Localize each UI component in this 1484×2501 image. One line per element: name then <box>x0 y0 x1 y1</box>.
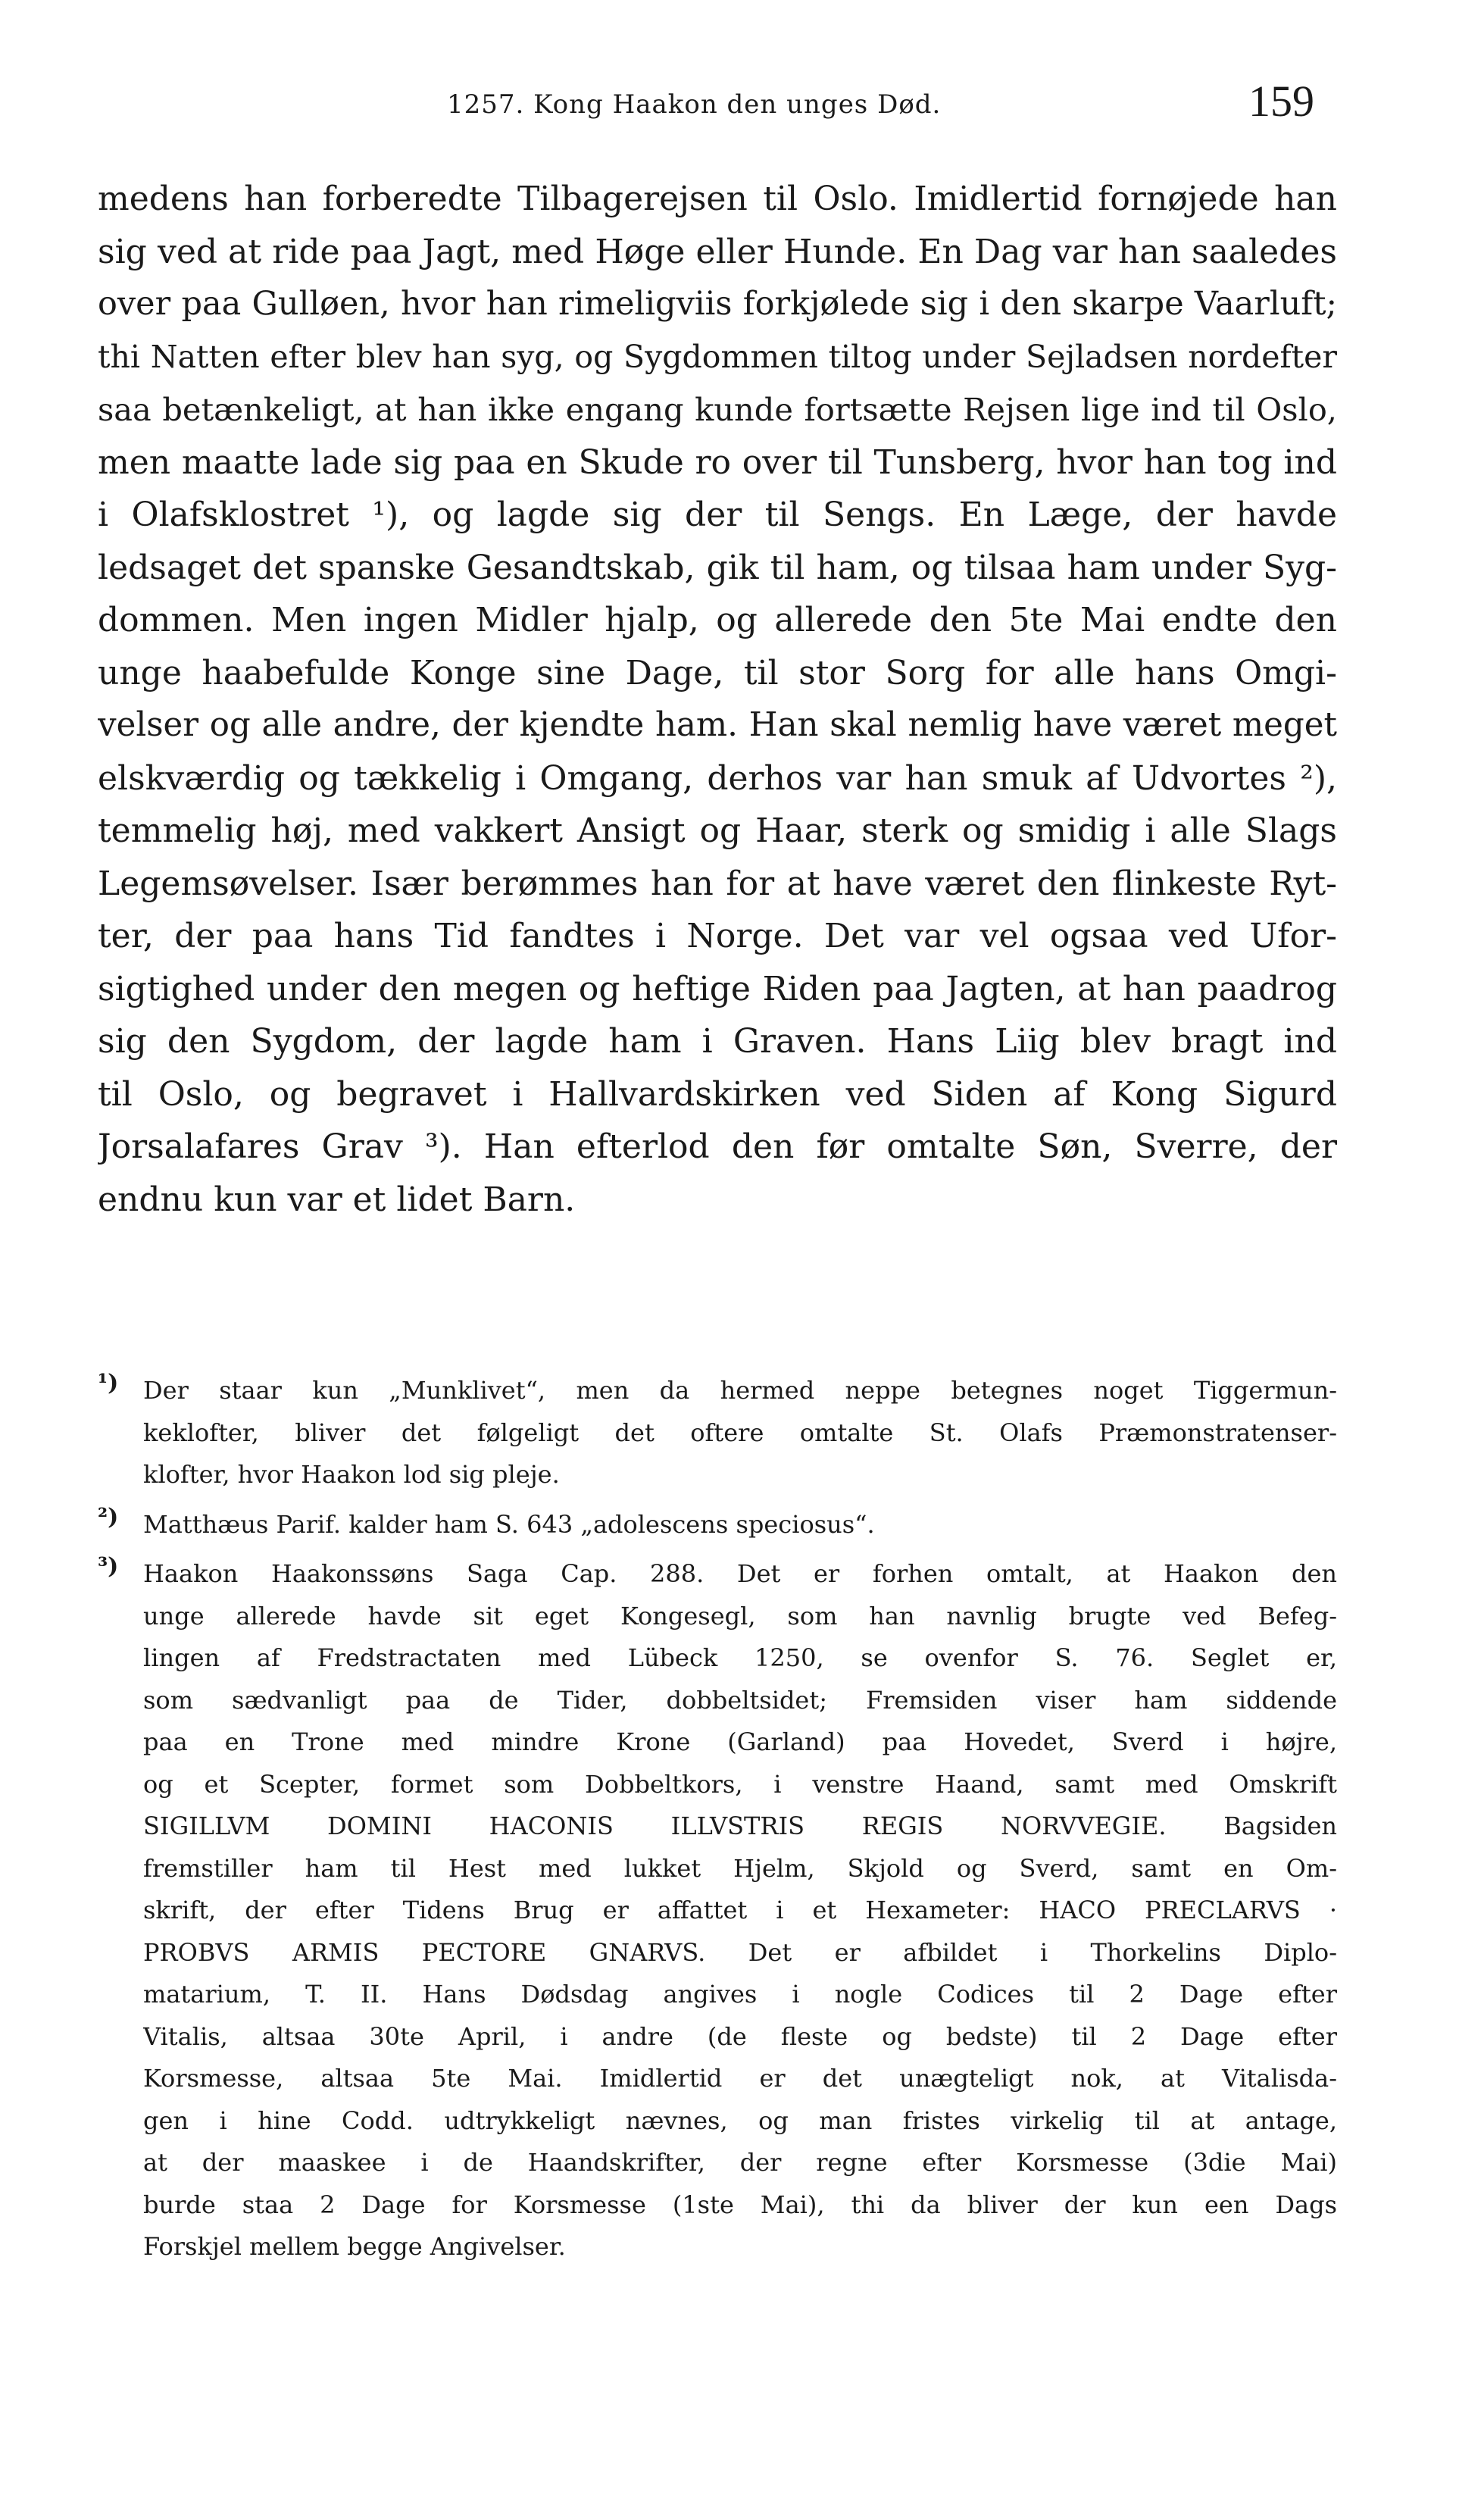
body-line: elskværdig og tækkelig i Omgang, derhos var han smuk af Udvortes ²), <box>98 758 1337 798</box>
footnote-line: gen i hine Codd. udtrykkeligt nævnes, og man fristes virkelig til at antage, <box>143 2106 1337 2135</box>
footnote-mark: ¹) <box>98 1370 119 1396</box>
footnote-line: Der staar kun „Munklivet“, men da hermed neppe betegnes noget Tiggermun- <box>143 1376 1337 1405</box>
body-line: Jorsalafares Grav ³). Han efterlod den før omtalte Søn, Sverre, der <box>98 1127 1337 1166</box>
footnote-2 <box>98 1504 1337 1546</box>
footnote-line: Vitalis, altsaa 30te April, i andre (de fleste og bedste) til 2 Dage efter <box>143 2021 1337 2051</box>
footnote-line: unge allerede havde sit eget Kongesegl, som han navnlig brugte ved Befeg- <box>143 1601 1337 1630</box>
footnote-line: som sædvanligt paa de Tider, dobbeltsidet; Fremsiden viser ham siddende <box>143 1685 1337 1715</box>
body-line: Legemsøvelser. Især berømmes han for at have været den flinkeste Ryt- <box>98 864 1337 903</box>
footnote-line: matarium, T. II. Hans Dødsdag angives i nogle Codices til 2 Dage efter <box>143 1980 1337 2009</box>
body-line: til Oslo, og begravet i Hallvardskirken ved Siden af Kong Sigurd <box>98 1074 1337 1114</box>
footnote-line: keklofter, bliver det følgeligt det oftere omtalte St. Olafs Præmonstratenser- <box>143 1418 1337 1447</box>
running-head: 1257. Kong Haakon den unges Død. <box>447 89 942 120</box>
footnote-line: og et Scepter, formet som Dobbeltkors, i venstre Haand, samt med Omskrift <box>143 1769 1337 1799</box>
footnote-line: SIGILLVM DOMINI HACONIS ILLVSTRIS REGIS NORVVEGIE. Bagsiden <box>143 1812 1337 1840</box>
body-line: medens han forberedte Tilbagerejsen til Oslo. Imidlertid fornøjede han <box>98 180 1337 218</box>
body-line: dommen. Men ingen Midler hjalp, og allerede den 5te Mai endte den <box>98 601 1337 639</box>
body-line: thi Natten efter blev han syg, og Sygdommen tiltog under Sejladsen nordefter <box>98 338 1337 375</box>
footnotes <box>98 1370 1337 2276</box>
body-line: sigtighed under den megen og heftige Riden paa Jagten, at han paadrog <box>98 969 1337 1008</box>
footnote-mark: ³) <box>98 1553 119 1580</box>
footnote-line: skrift, der efter Tidens Brug er affattet i et Hexameter: HACO PRECLARVS · <box>143 1896 1337 1924</box>
footnote-line: klofter, hvor Haakon lod sig pleje. <box>143 1460 560 1489</box>
body-line: sig ved at ride paa Jagt, med Høge eller Hunde. En Dag var han saaledes <box>98 232 1337 271</box>
body-line: i Olafsklostret ¹), og lagde sig der til Sengs. En Læge, der havde <box>98 496 1337 534</box>
body-line: ter, der paa hans Tid fandtes i Norge. Det var vel ogsaa ved Ufor- <box>98 917 1337 955</box>
body-line: ledsaget det spanske Gesandtskab, gik til ham, og tilsaa ham under Syg- <box>98 548 1337 587</box>
body-line: endnu kun var et lidet Barn. <box>98 1180 576 1219</box>
body-line: over paa Gulløen, hvor han rimeligviis forkjølede sig i den skarpe Vaarluft; <box>98 285 1337 323</box>
body-line: unge haabefulde Konge sine Dage, til stor Sorg for alle hans Omgi- <box>98 653 1337 692</box>
footnote-3 <box>98 1553 1337 2268</box>
footnote-line: Forskjel mellem begge Angivelser. <box>143 2232 566 2261</box>
body-line: men maatte lade sig paa en Skude ro over til Tunsberg, hvor han tog ind <box>98 442 1337 482</box>
footnote-line: Korsmesse, altsaa 5te Mai. Imidlertid er det unægteligt nok, at Vitalisda- <box>143 2064 1337 2093</box>
footnote-line: fremstiller ham til Hest med lukket Hjelm, Skjold og Sverd, samt en Om- <box>143 1853 1337 1883</box>
footnote-line: Haakon Haakonssøns Saga Cap. 288. Det er forhen omtalt, at Haakon den <box>143 1559 1337 1588</box>
footnote-line: burde staa 2 Dage for Korsmesse (1ste Mai), thi da bliver der kun een Dags <box>143 2190 1337 2219</box>
body-line: temmelig høj, med vakkert Ansigt og Haar, sterk og smidig i alle Slags <box>98 811 1337 850</box>
body-line: saa betænkeligt, at han ikke engang kunde fortsætte Rejsen lige ind til Oslo, <box>98 391 1337 428</box>
body-line: velser og alle andre, der kjendte ham. Han skal nemlig have været meget <box>98 706 1337 744</box>
body-line: sig den Sygdom, der lagde ham i Graven. Hans Liig blev bragt ind <box>98 1022 1337 1061</box>
footnote-1 <box>98 1370 1337 1496</box>
page-number: 159 <box>1248 77 1314 126</box>
footnote-mark: ²) <box>98 1503 119 1530</box>
footnote-line: paa en Trone med mindre Krone (Garland) paa Hovedet, Sverd i højre, <box>143 1727 1337 1756</box>
footnote-line: PROBVS ARMIS PECTORE GNARVS. Det er afbildet i Thorkelins Diplo- <box>143 1937 1337 1967</box>
footnote-line: at der maaskee i de Haandskrifter, der regne efter Korsmesse (3die Mai) <box>143 2148 1337 2177</box>
body-text <box>98 173 1337 1226</box>
footnote-line: Matthæus Parif. kalder ham S. 643 „adolescens speciosus“. <box>143 1509 875 1539</box>
footnote-line: lingen af Fredstractaten med Lübeck 1250, se ovenfor S. 76. Seglet er, <box>143 1643 1337 1672</box>
